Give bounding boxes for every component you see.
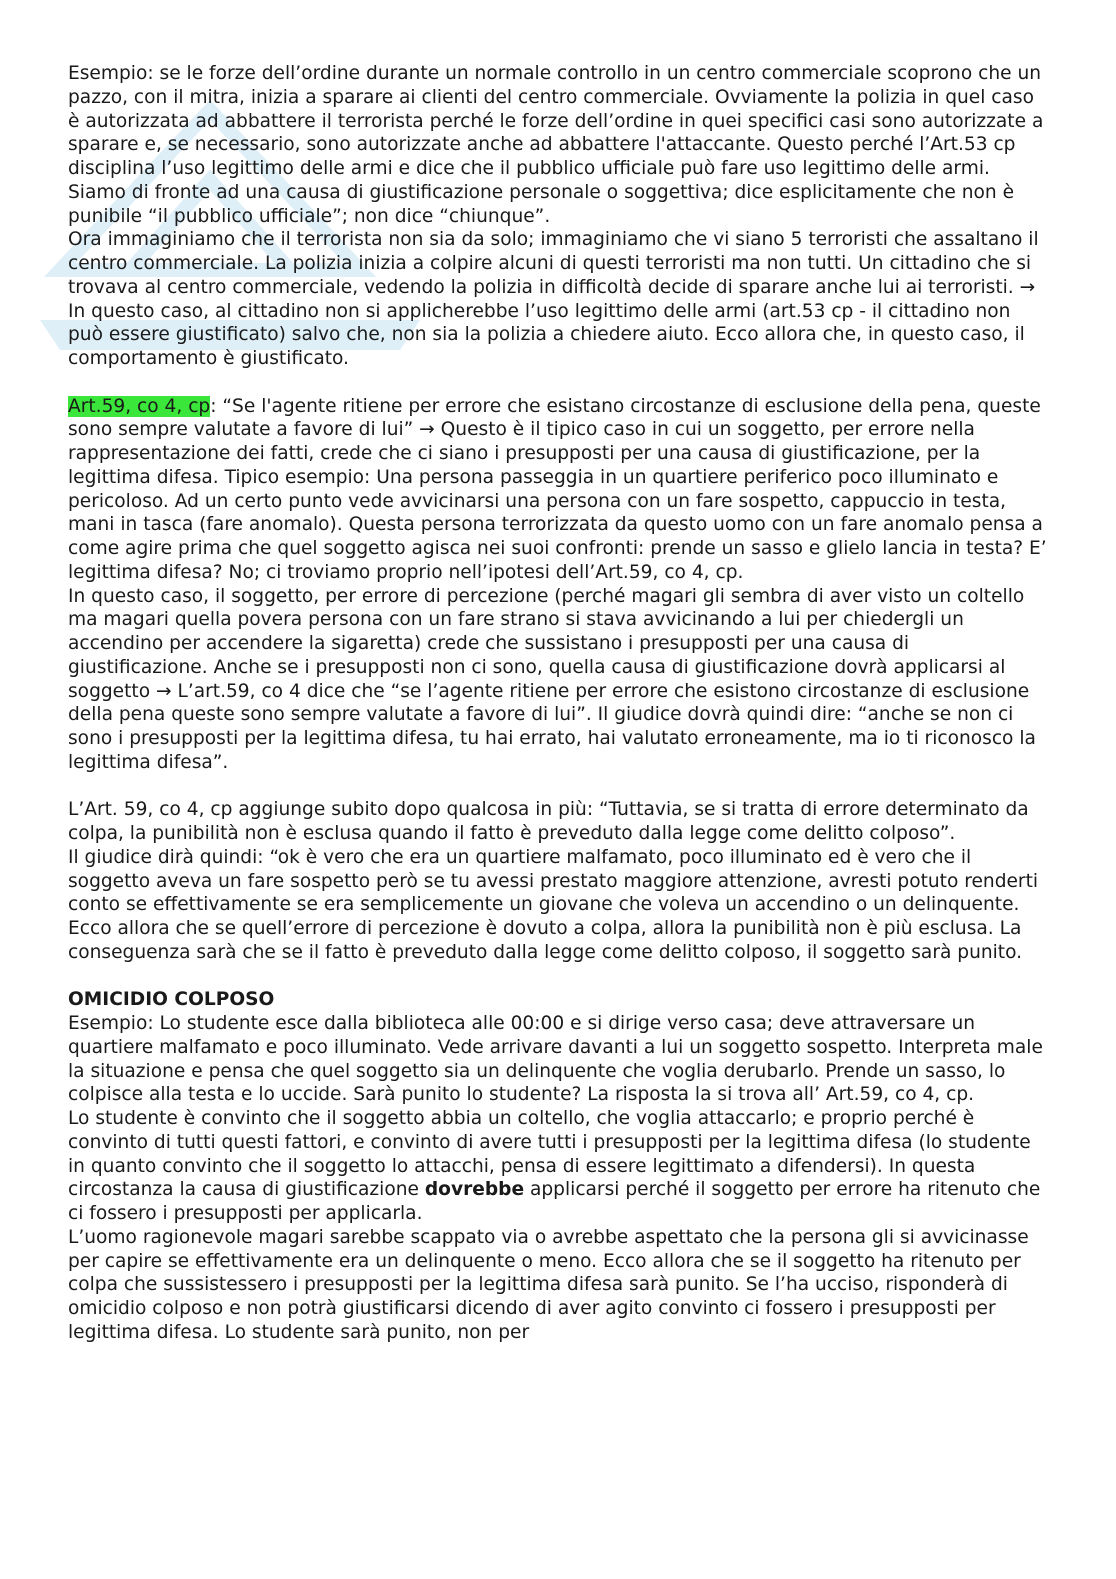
paragraph-art59-addition-line2: colpa, la punibilità non è esclusa quando il fatto è preveduto dalla legge come delitto colposo”. (68, 823, 956, 844)
paragraph-student-conviction-text-1: Lo studente è convinto che il soggetto abbia un coltello, che voglia attaccarlo; e proprio perché è convinto di tutti questi fattori, e convinto di avere tutti i presupposti per la legittima difesa (lo studente in quanto convinto che il soggetto lo attacchi, pensa di essere legittimato a difendersi). In questa circostanza la causa di giustificazione (68, 1108, 1031, 1201)
paragraph-spacer (68, 775, 1048, 799)
paragraph-art59-addition-line1: L’Art. 59, co 4, cp aggiunge subito dopo qualcosa in più: “Tuttavia, se si tratta di errore determinato da (68, 799, 1029, 821)
paragraph-art59-text: : “Se l'agente ritiene per errore che esistano circostanze di esclusione della pena, queste sono sempre valutate a favore di lui” → Questo è il tipico caso in cui un soggetto, per errore nella rappresentazione dei fatti, crede che ci siano i presupposti per una causa di giustificazione, per la legittima difesa. Tipico esempio: Una persona passeggia in un quartiere periferico poco illuminato e pericoloso. Ad un certo punto vede avvicinarsi una persona con un fare sospetto, cappuccio in testa, mani in tasca (fare anomalo). Questa persona terrorizzata da questo uomo con un fare anomalo pensa a come agire prima che quel soggetto agisca nei suoi confronti: prende un sasso e glielo lancia in testa? E’ legittima difesa? No; ci troviamo proprio nell’ipotesi dell’Art.59, co 4, cp. (68, 395, 1047, 583)
paragraph-perception-error: In questo caso, il soggetto, per errore di percezione (perché magari gli sembra di aver visto un coltello ma magari quella povera persona con un fare strano si stava avvicinando a lui per chiedergli un accendino per accendere la sigaretta) crede che sussistano i presupposti per una causa di giustificazione. Anche se i presupposti non ci sono, quella causa di giustificazione dovrà applicarsi al soggetto → L’art.59, co 4 dice che “se l’agente ritiene per errore che esistono circostanze di esclusione della pena queste sono sempre valutate a favore di lui”. Il giudice dovrà quindi dire: “anche se non ci sono i presupposti per la legittima difesa, tu hai errato, hai valutato erroneamente, ma io ti riconosco la legittima difesa”. (68, 585, 1036, 773)
highlighted-article-reference: Art.59, co 4, cp (68, 395, 211, 417)
section-heading: OMICIDIO COLPOSO (68, 989, 275, 1011)
bold-word-dovrebbe: dovrebbe (424, 1179, 525, 1201)
paragraph-reasonable-man: L’uomo ragionevole magari sarebbe scappato via o avrebbe aspettato che la persona gli si avvicinasse per capire se effettivamente era un delinquente o meno. Ecco allora che se il soggetto ha ritenuto per colpa che sussistessero i presupposti per la legittima difesa sarà punito. Se l’ha ucciso, risponderà di omicidio colposo e non potrà giustificarsi dicendo di aver agito convinto ci fossero i presupposti per legittima difesa. Lo studente sarà punito, non per (68, 1226, 1029, 1343)
paragraph-art59 (68, 395, 1048, 585)
paragraph-judge-statement: Il giudice dirà quindi: “ok è vero che era un quartiere malfamato, poco illuminato ed è vero che il soggetto aveva un fare sospetto però se tu avessi prestato maggiore attenzione, avresti potuto renderti conto se effettivamente se era semplicemente un giovane che voleva un accendino o un delinquente. Ecco allora che se quell’errore di percezione è dovuto a colpa, allora la punibilità non è più esclusa. La conseguenza sarà che se il fatto è preveduto dalla legge come delitto colposo, il soggetto sarà punito. (68, 846, 1039, 963)
paragraph-student-example: Esempio: Lo studente esce dalla biblioteca alle 00:00 e si dirige verso casa; deve attraversare un quartiere malfamato e poco illuminato. Vede arrivare davanti a lui un soggetto sospetto. Interpreta male la situazione e pensa che quel soggetto sia un delinquente che voglia derubarlo. Prende un sasso, lo colpisce alla testa e lo uccide. Sarà punito lo studente? La risposta la si trova all’ Art.59, co 4, cp. (68, 1013, 1043, 1106)
paragraph-spacer (68, 371, 1048, 395)
paragraph-student-conviction-text-2: applicarsi perché il soggetto per errore ha ritenuto che ci fossero i presupposti per applicarla. (68, 1179, 1041, 1224)
paragraph-student-conviction (68, 1107, 1048, 1226)
paragraph-spacer (68, 965, 1048, 989)
paragraph-police-example: Esempio: se le forze dell’ordine durante un normale controllo in un centro commerciale scoprono che un pazzo, con il mitra, inizia a sparare ai clienti del centro commerciale. Ovviamente la polizia in quel caso è autorizzata ad abbattere il terrorista perché le forze dell’ordine in quei specifici casi sono autorizzate a sparare e, se necessario, sono autorizzate anche ad abbattere l'attaccante. Questo perché l’Art.53 cp disciplina l’uso legittimo delle armi e dice che il pubblico ufficiale può fare uso legittimo delle armi. Siamo di fronte ad una causa di giustificazione personale o soggettiva; dice esplicitamente che non è punibile “il pubblico ufficiale”; non dice “chiunque”. (68, 63, 1044, 227)
paragraph-terrorists-example: Ora immaginiamo che il terrorista non sia da solo; immaginiamo che vi siano 5 terroristi che assaltano il centro commerciale. La polizia inizia a colpire alcuni di questi terroristi ma non tutti. Un cittadino che si trovava al centro commerciale, vedendo la polizia in difficoltà decide di sparare anche lui ai terroristi. → In questo caso, al cittadino non si applicherebbe l’uso legittimo delle armi (art.53 cp - il cittadino non può essere giustificato) salvo che, non sia la polizia a chiedere aiuto. Ecco allora che, in questo caso, il comportamento è giustificato. (68, 229, 1039, 369)
document-page (68, 62, 1048, 1345)
